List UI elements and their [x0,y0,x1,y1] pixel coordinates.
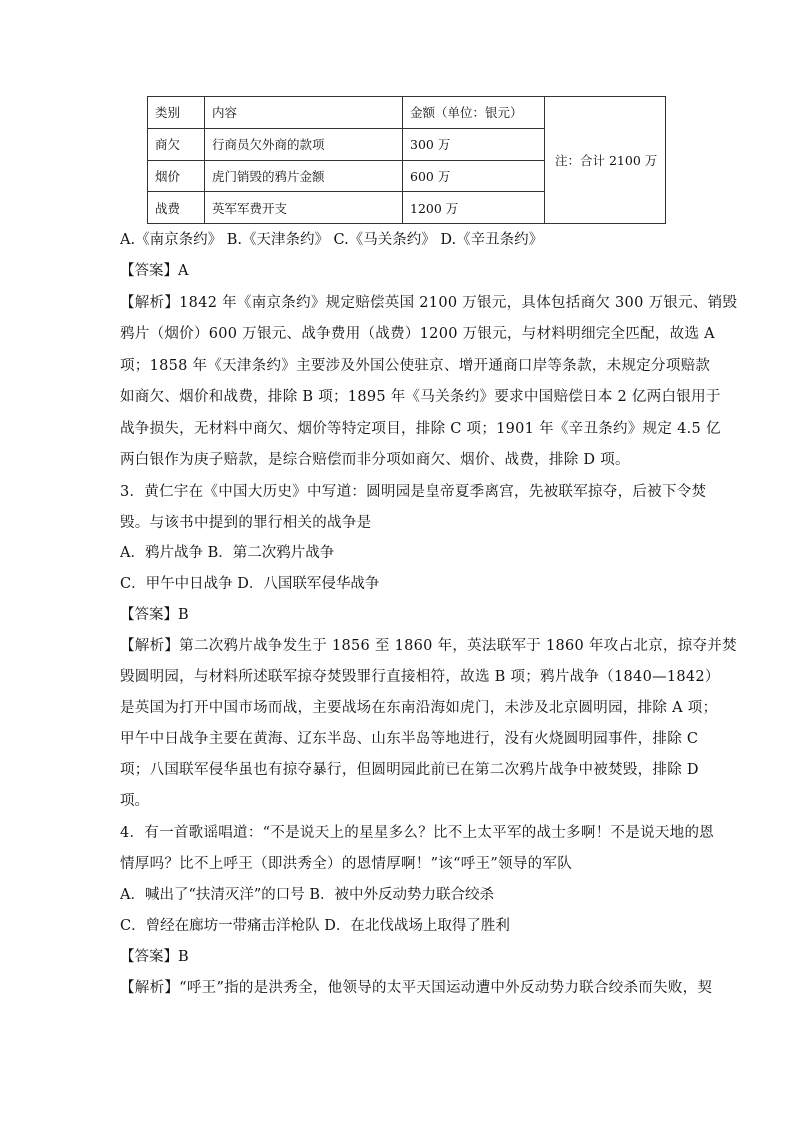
options-q2: A.《南京条约》 B.《天津条约》 C.《马关条约》 D.《辛丑条约》 [120,232,544,248]
table-cell: 300 万 [403,128,545,160]
question-4: 情厚吗？比不上呼王（即洪秀全）的恩情厚啊！”该“呼王”领导的军队 [120,856,573,872]
table-header-cell: 金额（单位：银元） [403,97,545,129]
table-cell: 商欠 [148,128,205,160]
analysis-line: 项；八国联军侵华虽也有掠夺暴行，但圆明园此前已在第二次鸦片战争中被焚毁，排除 D [120,762,699,778]
table-cell: 烟价 [148,160,205,192]
table-cell: 1200 万 [403,192,545,224]
answer-q2: 【答案】A [120,263,189,279]
question-3: 3．黄仁宇在《中国大历史》中写道：圆明园是皇帝夏季离宫，先被联军掠夺，后被下令焚 [120,484,707,500]
analysis-line: 【解析】1842 年《南京条约》规定赔偿英国 2100 万银元，具体包括商欠 300 万银元、销毁 [120,295,738,311]
table-cell: 行商员欠外商的款项 [205,128,403,160]
analysis-line: 鸦片（烟价）600 万银元、战争费用（战费）1200 万银元，与材料明细完全匹配，故选 A [120,326,715,342]
table-header-cell: 内容 [205,97,403,129]
analysis-line: 甲午中日战争主要在黄海、辽东半岛、山东半岛等地进行，没有火烧圆明园事件，排除 C [120,731,699,747]
options-q4: A．喊出了“扶清灭洋”的口号 B．被中外反动势力联合绞杀 [120,887,495,903]
analysis-line: 战争损失，无材料中商欠、烟价等特定项目，排除 C 项；1901 年《辛丑条约》规定 4.5 亿 [120,421,721,437]
table-note: 注：合计 2100 万 [545,97,666,224]
table-cell: 战费 [148,192,205,224]
analysis-line: 【解析】“呼王”指的是洪秀全，他领导的太平天国运动遭中外反动势力联合绞杀而失败，契 [120,980,713,996]
analysis-line: 是英国为打开中国市场而战，主要战场在东南沿海如虎门，未涉及北京圆明园，排除 A 项； [120,700,718,716]
question-3: 毁。与该书中提到的罪行相关的战争是 [120,515,372,531]
table-cell: 虎门销毁的鸦片金额 [205,160,403,192]
options-q3: C．甲午中日战争 D．八国联军侵华战争 [120,576,380,592]
analysis-line: 如商欠、烟价和战费，排除 B 项；1895 年《马关条约》要求中国赔偿日本 2 亿两白银用于 [120,389,721,405]
answer-q3: 【答案】B [120,607,189,623]
analysis-line: 项；1858 年《天津条约》主要涉及外国公使驻京、增开通商口岸等条款，未规定分项赔款 [120,358,711,374]
analysis-line: 两白银作为庚子赔款，是综合赔偿而非分项如商欠、烟价、战费，排除 D 项。 [120,452,630,468]
analysis-line: 毁圆明园，与材料所述联军掠夺焚毁罪行直接相符，故选 B 项；鸦片战争（1840—1842） [120,669,720,685]
table-cell: 600 万 [403,160,545,192]
options-q4: C．曾经在廊坊一带痛击洋枪队 D．在北伐战场上取得了胜利 [120,918,510,934]
table-header-cell: 类别 [148,97,205,129]
compensation-table [147,96,666,224]
analysis-line: 项。 [120,793,149,809]
options-q3: A．鸦片战争 B．第二次鸦片战争 [120,545,335,561]
analysis-line: 【解析】第二次鸦片战争发生于 1856 至 1860 年，英法联军于 1860 年攻占北京，掠夺并焚 [120,638,737,654]
question-4: 4．有一首歌谣唱道：“不是说天上的星星多么？比不上太平军的战士多啊！不是说天地的恩 [120,825,715,841]
table-cell: 英军军费开支 [205,192,403,224]
answer-q4: 【答案】B [120,949,189,965]
table-header-row [148,97,666,129]
